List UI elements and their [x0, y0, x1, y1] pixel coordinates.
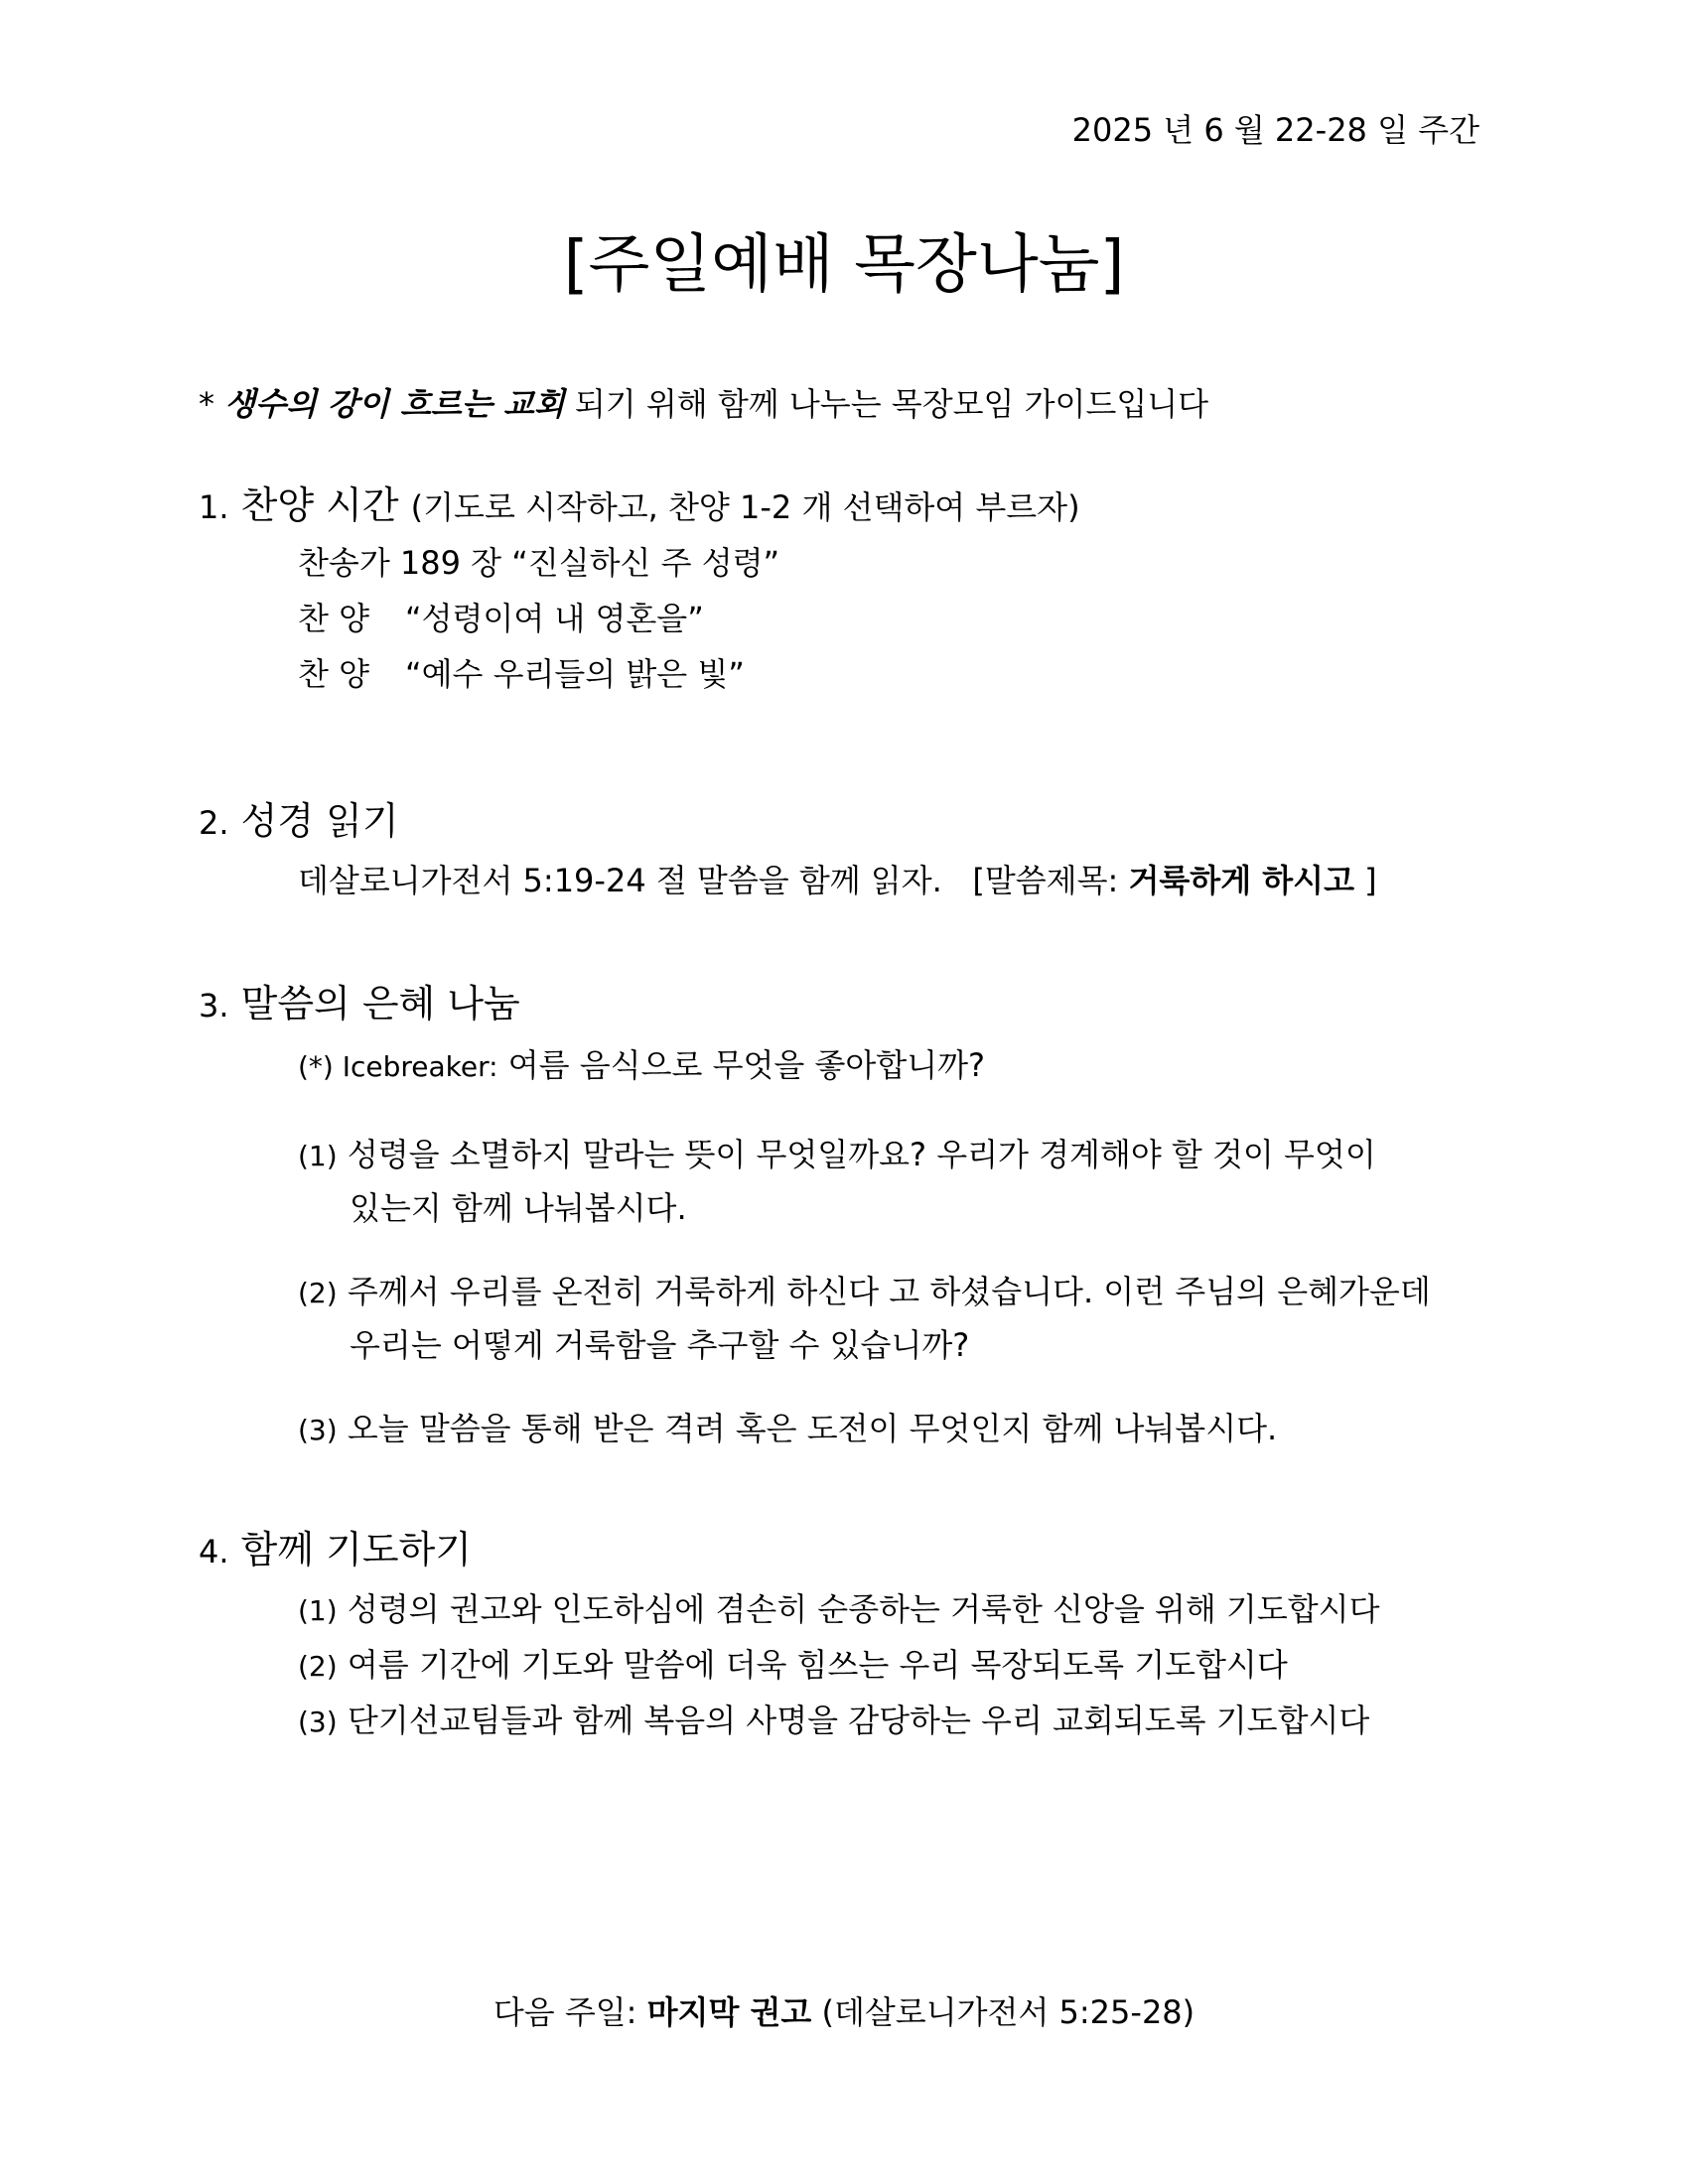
sermon-title: 거룩하게 하시고: [1128, 862, 1354, 899]
intro-rest: 되기 위해 함께 나누는 목장모임 가이드입니다: [574, 385, 1209, 423]
question-line-continued: 있는지 함께 나눠봅시다.: [350, 1189, 687, 1227]
question-text: 주께서 우리를 온전히 거룩하게 하신다 고 하셨습니다. 이런 주님의 은혜가운데: [347, 1273, 1431, 1310]
prayer-line: [298, 1696, 1369, 1741]
question-number: (3): [298, 1414, 338, 1446]
song-kind: 찬 양: [298, 655, 369, 693]
question-line: [298, 1130, 1376, 1175]
section-1-heading: [199, 475, 1080, 529]
sermon-label: [말씀제목:: [972, 862, 1119, 899]
section-2-title: 성경 읽기: [240, 799, 399, 843]
sermon-close: ]: [1364, 862, 1377, 899]
prayer-line: [298, 1640, 1288, 1686]
prayer-text: 성령의 권고와 인도하심에 겸손히 순종하는 거룩한 신앙을 위해 기도합시다: [347, 1590, 1380, 1628]
section-3-number: 3.: [199, 987, 229, 1024]
icebreaker-line: [298, 1040, 985, 1086]
intro-line: [199, 379, 1208, 425]
question-line: [298, 1267, 1431, 1312]
icebreaker-label: (*) Icebreaker:: [298, 1050, 498, 1083]
intro-emphasis: 생수의 강이 흐르는 교회: [224, 385, 565, 423]
song-line: [298, 649, 745, 695]
next-week-line: [0, 1987, 1688, 2033]
page-title: [주일예배 목장나눔]: [563, 228, 1125, 302]
section-4-heading: [199, 1519, 472, 1573]
question-text: 성령을 소멸하지 말라는 뜻이 무엇일까요? 우리가 경계해야 할 것이 무엇이: [347, 1136, 1376, 1173]
next-week-label: 다음 주일:: [492, 1993, 637, 2031]
section-2-number: 2.: [199, 804, 229, 842]
song-title: “예수 우리들의 밝은 빛”: [405, 655, 745, 693]
icebreaker-text: 여름 음식으로 무엇을 좋아합니까?: [507, 1046, 986, 1084]
prayer-text: 여름 기간에 기도와 말씀에 더욱 힘쓰는 우리 목장되도록 기도합시다: [347, 1646, 1288, 1684]
section-4-title: 함께 기도하기: [240, 1528, 472, 1571]
question-number: (2): [298, 1277, 338, 1309]
question-line: [298, 1404, 1277, 1449]
reading-line: [298, 856, 1377, 901]
section-3-heading: [199, 973, 520, 1027]
prayer-number: (3): [298, 1706, 338, 1738]
song-line: [298, 594, 704, 639]
song-kind: 찬 양: [298, 600, 369, 637]
hymnal-line: 찬송가 189 장 “진실하신 주 성령”: [298, 544, 780, 582]
intro-marker: *: [199, 385, 214, 423]
prayer-number: (1): [298, 1594, 338, 1627]
reading-text: 데살로니가전서 5:19-24 절 말씀을 함께 읽자.: [298, 862, 942, 899]
next-week-reference: (데살로니가전서 5:25-28): [821, 1993, 1196, 2031]
date-range: 2025 년 6 월 22-28 일 주간: [1071, 111, 1479, 149]
next-week-title: 마지막 권고: [646, 1993, 812, 2031]
section-4-number: 4.: [199, 1533, 229, 1570]
question-line-continued: 우리는 어떻게 거룩함을 추구할 수 있습니까?: [350, 1326, 970, 1364]
section-1-title: 찬양 시간: [240, 483, 399, 527]
song-title: “성령이여 내 영혼을”: [405, 600, 704, 637]
question-text: 오늘 말씀을 통해 받은 격려 혹은 도전이 무엇인지 함께 나눠봅시다.: [347, 1410, 1278, 1447]
prayer-number: (2): [298, 1650, 338, 1683]
prayer-text: 단기선교팀들과 함께 복음의 사명을 감당하는 우리 교회되도록 기도합시다: [347, 1702, 1370, 1739]
prayer-line: [298, 1584, 1380, 1630]
section-2-heading: [199, 790, 399, 845]
question-number: (1): [298, 1140, 338, 1172]
section-3-title: 말씀의 은혜 나눔: [240, 982, 520, 1025]
section-1-note: (기도로 시작하고, 찬양 1-2 개 선택하여 부르자): [410, 488, 1080, 526]
section-1-number: 1.: [199, 488, 229, 526]
